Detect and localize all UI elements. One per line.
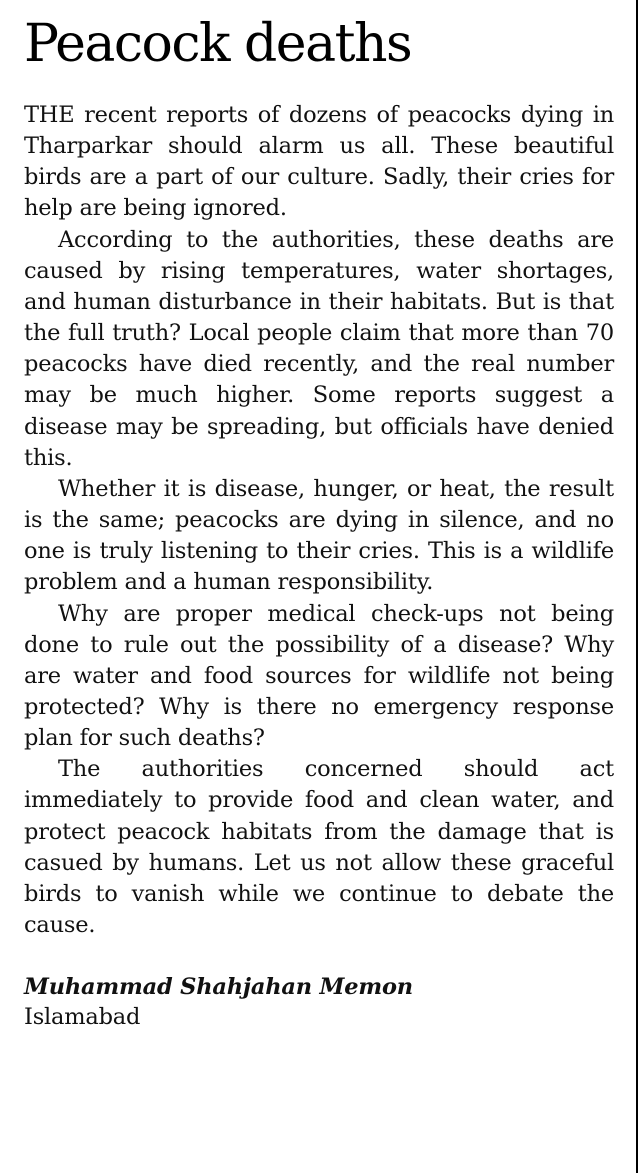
column-rule: [636, 0, 638, 1173]
letter-article: [24, 12, 614, 1032]
letter-signature: [24, 972, 614, 1032]
letter-headline: Peacock deaths: [24, 14, 412, 74]
author-name: Muhammad Shahjahan Memon: [24, 974, 413, 1001]
letter-paragraph-5: The authorities concerned should act immediately to provide food and clean water, and protect peacock habitats from the damage that is casued by humans. Let us not allow these graceful birds to vanish while we continue to debate the cause.: [24, 756, 614, 939]
letter-paragraph-3: Whether it is disease, hunger, or heat, the result is the same; peacocks are dying in silence, and no one is truly listening to their cries. This is a wildlife problem and a human responsibility.: [24, 475, 614, 596]
letter-paragraph-4: Why are proper medical check-ups not being done to rule out the possibility of a disease? Why are water and food sources for wildlife not being protected? Why is there no emergency response plan for such deaths?: [24, 600, 614, 752]
letter-body: [24, 100, 614, 941]
letter-paragraph-1: THE recent reports of dozens of peacocks dying in Tharparkar should alarm us all. These beautiful birds are a part of our culture. Sadly, their cries for help are being ignored.: [24, 102, 614, 222]
letter-paragraph-2: According to the authorities, these deaths are caused by rising temperatures, water shortages, and human disturbance in their habitats. But is that the full truth? Local people claim that more than 70 peacocks have died recently, and the real number may be much higher. Some reports suggest a disease may be spreading, but officials have denied this.: [24, 226, 614, 471]
author-city: Islamabad: [24, 1004, 141, 1031]
